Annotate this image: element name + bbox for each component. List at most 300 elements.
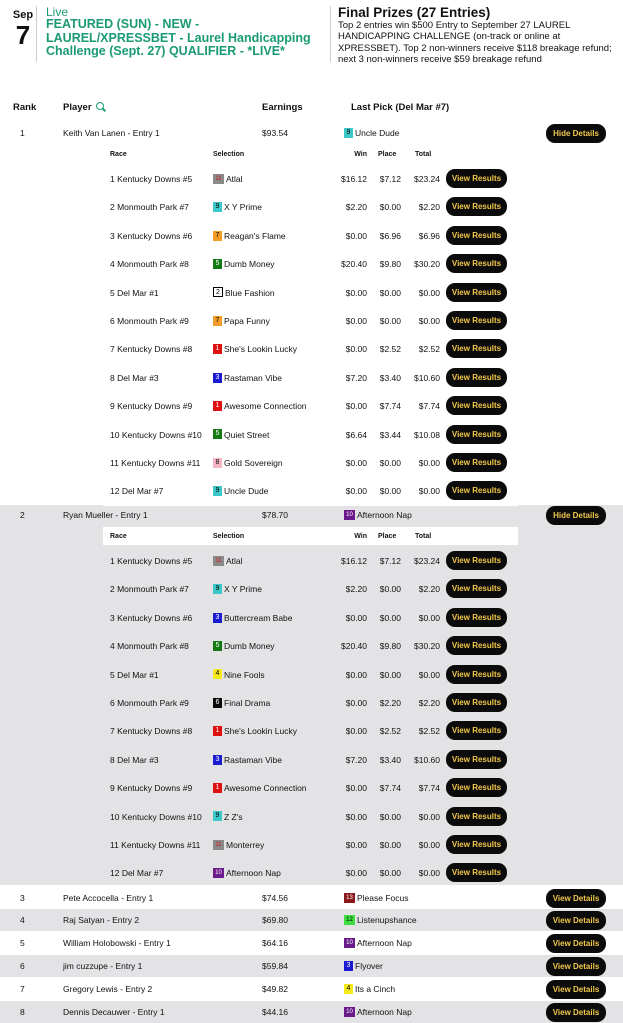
pick-place: $7.74 [379,783,401,794]
post-position-badge: 9 [213,486,222,496]
last-pick-horse: Listenupshance [357,915,417,925]
pick-row [103,396,518,415]
view-results-button[interactable]: View Results [446,481,507,500]
date-day: 7 [15,20,31,50]
pick-win: $0.00 [345,783,367,794]
pick-horse: Gold Sovereign [224,458,283,468]
pick-win: $2.20 [345,584,367,595]
pick-selection [213,783,307,794]
pick-horse: Atlal [226,174,243,184]
post-position-badge: 3 [213,755,222,765]
post-position-badge: 10 [213,868,224,878]
rank-value: 4 [20,915,25,925]
post-position-badge: 9 [213,202,222,212]
pick-total: $2.20 [418,698,440,708]
column-header-earnings: Earnings [262,102,303,113]
pick-row [103,835,518,854]
view-results-button[interactable]: View Results [446,608,507,627]
pick-selection [213,486,268,497]
last-pick [344,915,417,926]
pick-selection [213,641,275,652]
pick-selection [213,670,265,681]
view-results-button[interactable]: View Results [446,254,507,273]
pick-row [103,226,518,245]
pick-total: $0.00 [418,612,440,623]
view-results-button[interactable]: View Results [446,339,507,358]
pick-place: $0.00 [379,486,401,497]
rank-value: 1 [20,128,25,138]
leaderboard-row [0,505,623,525]
pick-selection [213,344,297,355]
pick-horse: Dumb Money [224,259,275,270]
detail-header-place: Place [378,151,397,158]
column-header-player-label: Player [63,102,92,113]
player-name[interactable]: Pete Accocella - Entry 1 [63,893,154,903]
last-pick [344,510,412,521]
rank-value: 8 [20,1007,25,1017]
post-position-badge: 1 [213,783,222,793]
pick-race: 11 Kentucky Downs #11 [110,458,201,468]
pick-row [103,425,518,444]
view-results-button[interactable]: View Results [446,721,507,740]
pick-horse: Blue Fashion [225,287,275,298]
last-pick [344,961,383,972]
pick-total: $30.20 [414,259,440,270]
post-position-badge: 9 [213,811,222,821]
pick-row [103,169,518,188]
column-header-player [63,102,104,113]
post-position-badge: 9 [344,128,353,138]
pick-win: $0.00 [345,486,367,497]
pick-win: $0.00 [345,669,367,680]
leaderboard-row [0,978,623,1000]
pick-selection [213,288,275,299]
view-results-button[interactable]: View Results [446,807,507,826]
pick-row [103,636,518,655]
pick-place: $0.00 [379,840,401,850]
player-name[interactable]: Gregory Lewis - Entry 2 [63,984,153,994]
pick-row [103,453,518,472]
pick-win: $20.40 [341,641,367,652]
player-name[interactable]: William Holobowski - Entry 1 [63,938,171,948]
column-header-last-pick: Last Pick (Del Mar #7) [351,102,450,113]
pick-win: $0.00 [345,840,367,850]
earnings-value: $49.82 [262,984,288,994]
pick-selection [213,584,262,595]
last-pick [344,984,395,995]
detail-header-race: Race [110,151,127,158]
pick-race: 3 Kentucky Downs #6 [110,230,193,241]
pick-total: $2.20 [418,584,440,595]
post-position-badge: 4 [213,669,222,679]
pick-place: $0.00 [379,669,401,680]
pick-selection [213,613,293,624]
earnings-value: $44.16 [262,1007,288,1017]
player-name[interactable]: Raj Satyan - Entry 2 [63,915,140,925]
pick-horse: Awesome Connection [224,401,307,412]
earnings-value: $64.16 [262,938,288,948]
prizes-title: Final Prizes (27 Entries) [338,5,491,20]
last-pick [344,1007,412,1018]
pick-total: $7.74 [418,783,440,794]
pick-horse: Rastaman Vibe [224,372,282,383]
view-details-button[interactable]: View Details [546,911,606,930]
last-pick [344,938,412,949]
view-results-button[interactable]: View Results [446,396,507,415]
pick-row [103,579,518,598]
pick-row [103,368,518,387]
pick-race: 2 Monmouth Park #7 [110,584,189,595]
pick-total: $2.52 [418,726,440,737]
pick-row [103,283,518,302]
pick-horse: Uncle Dude [224,486,269,497]
pick-win: $0.00 [345,287,367,298]
last-pick-horse: Its a Cinch [355,984,396,994]
pick-place: $9.80 [379,641,401,652]
post-position-badge: 3 [213,613,222,623]
pick-place: $3.40 [379,372,401,383]
earnings-value: $78.70 [262,510,288,520]
pick-place: $2.52 [379,726,401,737]
pick-row [103,778,518,797]
player-name[interactable]: Keith Van Lanen - Entry 1 [63,128,160,138]
post-position-badge: 9 [213,584,222,594]
pick-win: $0.00 [345,316,367,326]
post-position-badge: 3 [344,961,353,971]
column-header-rank: Rank [13,102,37,113]
view-results-button[interactable]: View Results [446,636,507,655]
pick-place: $7.12 [379,174,401,184]
pick-win: $0.00 [345,726,367,737]
status-label: Live [46,5,69,19]
view-details-button[interactable]: View Details [546,1003,606,1022]
post-position-badge: 1 [213,401,222,411]
pick-total: $0.00 [418,840,440,850]
last-pick-horse: Afternoon Nap [357,510,412,520]
pick-row [103,551,518,570]
pick-race: 4 Monmouth Park #8 [110,641,189,652]
pick-total: $10.08 [414,429,440,440]
pick-place: $6.96 [379,230,401,241]
pick-race: 7 Kentucky Downs #8 [110,726,193,737]
pick-race: 12 Del Mar #7 [110,486,164,497]
pick-total: $0.00 [418,486,440,497]
leaderboard-row [0,932,623,954]
pick-selection [213,231,286,242]
pick-row [103,863,518,882]
pick-place: $7.12 [379,556,401,566]
post-position-badge: 11 [213,174,224,184]
post-position-badge: 8 [213,458,222,468]
pick-total: $2.52 [418,344,440,355]
rank-value: 3 [20,893,25,903]
pick-place: $0.00 [379,202,401,213]
leaderboard-row [0,120,623,146]
pick-total: $10.60 [414,372,440,383]
pick-selection [213,316,270,327]
pick-race: 7 Kentucky Downs #8 [110,344,193,355]
contest-date [9,9,37,49]
view-results-button[interactable]: View Results [446,453,507,472]
pick-horse: Reagan's Flame [224,230,286,241]
pick-selection [213,174,243,185]
earnings-value: $69.80 [262,915,288,925]
pick-race: 5 Del Mar #1 [110,669,159,680]
pick-win: $7.20 [345,754,367,765]
view-results-button[interactable]: View Results [446,693,507,712]
pick-total: $30.20 [414,641,440,652]
hide-details-button[interactable]: Hide Details [546,506,606,525]
view-results-button[interactable]: View Results [446,551,507,570]
pick-place: $0.00 [379,612,401,623]
last-pick-horse: Please Focus [357,893,409,903]
pick-place: $3.40 [379,754,401,765]
pick-race: 8 Del Mar #3 [110,754,159,765]
pick-selection [213,556,243,567]
pick-win: $0.00 [345,458,367,468]
pick-place: $0.00 [379,287,401,298]
leaderboard-row [0,909,623,931]
pick-horse: Buttercream Babe [224,612,293,623]
pick-horse: Nine Fools [224,669,265,680]
pick-race: 10 Kentucky Downs #10 [110,811,202,822]
pick-horse: Awesome Connection [224,783,307,794]
pick-total: $2.20 [418,202,440,213]
pick-horse: Afternoon Nap [226,868,281,879]
date-month: Sep [12,9,34,21]
post-position-badge: 13 [344,893,355,903]
pick-race: 6 Monmouth Park #9 [110,316,189,326]
view-details-button[interactable]: View Details [546,934,606,953]
leaderboard-row [0,887,623,909]
view-results-button[interactable]: View Results [446,311,507,330]
post-position-badge: 5 [213,259,222,269]
pick-row [103,807,518,826]
pick-total: $0.00 [418,458,440,468]
pick-selection [213,458,283,469]
pick-race: 6 Monmouth Park #9 [110,698,189,708]
pick-selection [213,259,275,270]
pick-race: 1 Kentucky Downs #5 [110,174,193,184]
pick-selection [213,840,264,851]
detail-header-selection: Selection [213,533,245,540]
pick-total: $0.00 [418,316,440,326]
rank-value: 2 [20,510,25,520]
pick-total: $0.00 [418,811,440,822]
view-results-button[interactable]: View Results [446,863,507,882]
post-position-badge: 2 [213,287,223,297]
post-position-badge: 5 [213,641,222,651]
pick-place: $0.00 [379,811,401,822]
pick-row [103,339,518,358]
pick-win: $16.12 [341,174,367,184]
post-position-badge: 3 [213,373,222,383]
pick-race: 4 Monmouth Park #8 [110,259,189,270]
view-results-button[interactable]: View Results [446,283,507,302]
pick-place: $3.44 [379,429,401,440]
pick-race: 2 Monmouth Park #7 [110,202,189,213]
contest-header [0,0,623,70]
detail-header-place: Place [378,533,397,540]
post-position-badge: 7 [213,316,222,326]
detail-header-selection: Selection [213,151,245,158]
post-position-badge: 6 [213,698,222,708]
pick-race: 5 Del Mar #1 [110,287,159,298]
post-position-badge: 10 [344,938,355,948]
post-position-badge: 10 [344,510,355,520]
pick-row [103,254,518,273]
pick-win: $7.20 [345,372,367,383]
pick-selection [213,373,282,384]
pick-row [103,197,518,216]
last-pick-horse: Flyover [355,961,383,971]
view-results-button[interactable]: View Results [446,778,507,797]
pick-horse: Monterrey [226,840,265,850]
pick-horse: Dumb Money [224,641,275,652]
rank-value: 7 [20,984,25,994]
pick-selection [213,812,243,823]
rank-value: 6 [20,961,25,971]
pick-selection [213,868,281,879]
pick-win: $0.00 [345,344,367,355]
pick-selection [213,755,282,766]
player-name[interactable]: jim cuzzupe - Entry 1 [63,961,143,971]
pick-horse: Atlal [226,556,243,566]
pick-horse: Final Drama [224,698,271,708]
last-pick-horse: Afternoon Nap [357,1007,412,1017]
view-results-button[interactable]: View Results [446,579,507,598]
pick-place: $2.20 [379,698,401,708]
last-pick-horse: Uncle Dude [355,128,400,138]
pick-win: $16.12 [341,556,367,566]
post-position-badge: 4 [344,984,353,994]
pick-total: $0.00 [418,287,440,298]
view-results-button[interactable]: View Results [446,368,507,387]
view-details-button[interactable]: View Details [546,957,606,976]
detail-header [103,527,518,545]
pick-win: $0.00 [345,698,367,708]
pick-race: 12 Del Mar #7 [110,868,164,879]
pick-row [103,721,518,740]
pick-row [103,750,518,769]
post-position-badge: 11 [213,840,224,850]
pick-race: 10 Kentucky Downs #10 [110,429,202,440]
earnings-value: $74.56 [262,893,288,903]
contest-title[interactable]: FEATURED (SUN) - NEW - LAUREL/XPRESSBET - Laurel Handicapping Challenge (Sept. 27) QUALIFIER - *LIVE* [46,17,311,58]
view-results-button[interactable]: View Results [446,226,507,245]
last-pick-horse: Afternoon Nap [357,938,412,948]
view-results-button[interactable]: View Results [446,750,507,769]
pick-race: 8 Del Mar #3 [110,372,159,383]
last-pick [344,128,399,139]
pick-race: 9 Kentucky Downs #9 [110,401,193,412]
view-results-button[interactable]: View Results [446,197,507,216]
view-details-button[interactable]: View Details [546,889,606,908]
post-position-badge: 7 [213,231,222,241]
pick-row [103,693,518,712]
pick-place: $0.00 [379,584,401,595]
pick-win: $2.20 [345,202,367,213]
pick-win: $0.00 [345,612,367,623]
pick-total: $0.00 [418,868,440,879]
earnings-value: $93.54 [262,128,288,138]
pick-place: $2.52 [379,344,401,355]
pick-total: $6.96 [418,230,440,241]
pick-horse: Quiet Street [224,429,270,440]
view-results-button[interactable]: View Results [446,665,507,684]
detail-header-total: Total [415,151,432,158]
post-position-badge: 12 [344,915,355,925]
pick-win: $0.00 [345,868,367,879]
pick-horse: X Y Prime [224,202,262,213]
pick-total: $23.24 [414,556,440,566]
pick-row [103,311,518,330]
pick-win: $0.00 [345,811,367,822]
search-icon[interactable] [96,102,104,110]
prizes-description: Top 2 entries win $500 Entry to September 27 LAUREL HANDICAPPING CHALLENGE (on-track or online at XPRESSBET). Top 2 non-winners receive $118 breakage refund; next 3 non-winners receive $59 breakage refund [338,20,612,65]
pick-selection [213,726,297,737]
player-name[interactable]: Ryan Mueller - Entry 1 [63,510,148,520]
post-position-badge: 11 [213,556,224,566]
pick-place: $0.00 [379,316,401,326]
pick-horse: Z Z's [224,811,243,822]
leaderboard-row [0,955,623,977]
pick-win: $20.40 [341,259,367,270]
pick-total: $23.24 [414,174,440,184]
picks-detail-table [103,145,518,506]
pick-race: 9 Kentucky Downs #9 [110,783,193,794]
pick-row [103,481,518,500]
last-pick [344,893,409,904]
picks-detail-table [103,527,518,888]
pick-horse: X Y Prime [224,584,262,595]
view-results-button[interactable]: View Results [446,169,507,188]
pick-win: $0.00 [345,401,367,412]
pick-horse: Rastaman Vibe [224,754,282,765]
pick-total: $7.74 [418,401,440,412]
view-results-button[interactable]: View Results [446,425,507,444]
earnings-value: $59.84 [262,961,288,971]
pick-race: 1 Kentucky Downs #5 [110,556,193,566]
view-details-button[interactable]: View Details [546,980,606,999]
pick-horse: She's Lookin Lucky [224,344,297,355]
post-position-badge: 1 [213,726,222,736]
pick-place: $0.00 [379,868,401,879]
post-position-badge: 1 [213,344,222,354]
divider [36,6,37,62]
pick-selection [213,698,270,709]
pick-selection [213,202,262,213]
pick-selection [213,430,269,441]
detail-header-race: Race [110,533,127,540]
pick-win: $0.00 [345,230,367,241]
detail-header [103,145,518,163]
pick-total: $0.00 [418,669,440,680]
detail-header-win: Win [354,151,367,158]
view-results-button[interactable]: View Results [446,835,507,854]
rank-value: 5 [20,938,25,948]
detail-header-win: Win [354,533,367,540]
pick-row [103,665,518,684]
pick-race: 3 Kentucky Downs #6 [110,612,193,623]
divider [330,6,331,62]
player-name[interactable]: Dennis Decauwer - Entry 1 [63,1007,165,1017]
pick-selection [213,401,307,412]
pick-win: $6.64 [345,429,367,440]
detail-header-total: Total [415,533,432,540]
hide-details-button[interactable]: Hide Details [546,124,606,143]
post-position-badge: 5 [213,429,222,439]
